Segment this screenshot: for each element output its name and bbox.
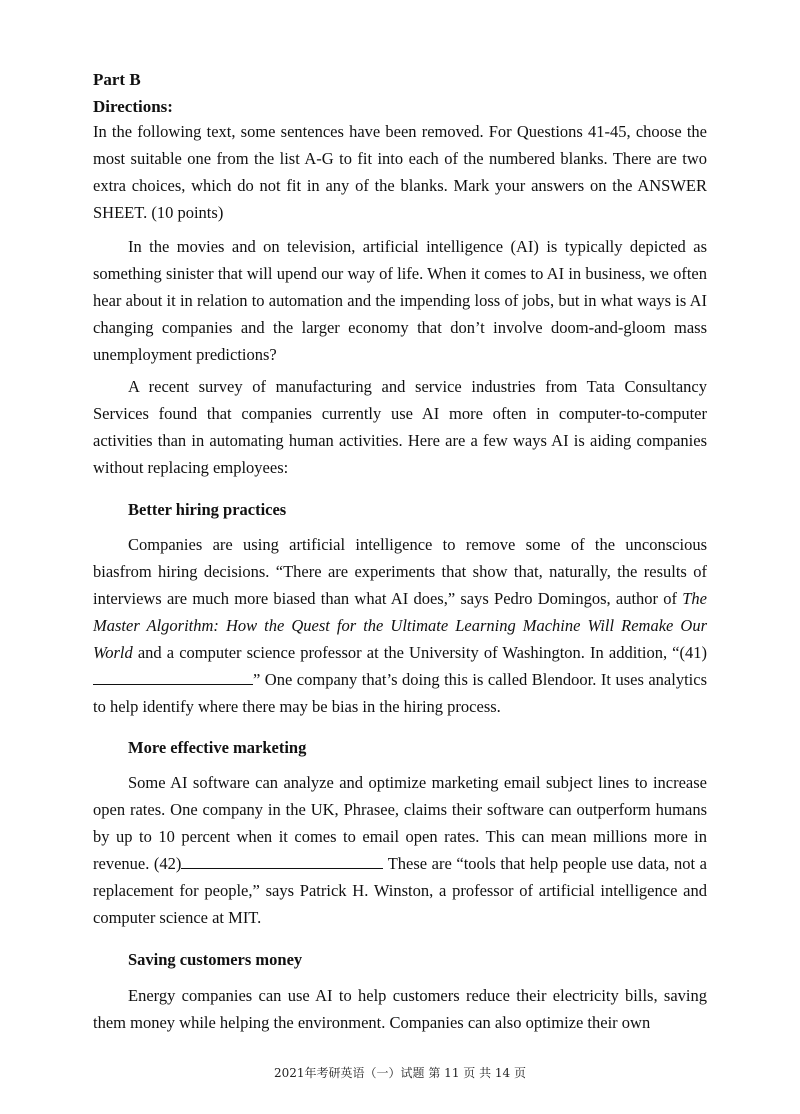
directions-text: In the following text, some sentences have been removed. For Questions 41-45, choose the most suitable one from the list A-G to fit into each of the numbered blanks. There are two extra choices, which do not fit in any of the blanks. Mark your answers on the ANSWER SHEET. (10 points) [93, 122, 707, 222]
section-paragraph-hiring [93, 531, 707, 720]
page-footer: 2021年考研英语（一）试题 第 11 页 共 14 页 [274, 1066, 526, 1080]
hiring-text-a: Companies are using artificial intelligence to remove some of the unconscious biasfrom hiring decisions. “There are experiments that show that, naturally, the results of interviews are much more biased than what AI does,” says Pedro Domingos, author of [93, 535, 707, 608]
marketing-text-a: Some AI software can analyze and optimize marketing email subject lines to increase open rates. One company in the UK, Phrasee, claims their software can outperform humans by up to 10 percent when it comes to email open rates. This can mean millions more in revenue. [93, 773, 707, 873]
section-paragraph-saving: Energy companies can use AI to help customers reduce their electricity bills, saving them money while helping the environment. Companies can also optimize their own [93, 986, 707, 1032]
hiring-text-c: ” One company that’s doing this is called Blendoor. It uses analytics to help identify where there may be bias in the hiring process. [93, 670, 707, 716]
section-heading-hiring: Better hiring practices [128, 500, 287, 519]
section-heading-saving: Saving customers money [128, 950, 303, 969]
blank-42 [181, 851, 383, 869]
directions-title: Directions: [93, 97, 173, 116]
section-paragraph-marketing [93, 769, 707, 931]
hiring-text-b: and a computer science professor at the University of Washington. In addition, [132, 643, 673, 662]
blank-41-label: “(41) [672, 643, 707, 662]
intro-paragraph-1: In the movies and on television, artificial intelligence (AI) is typically depicted as something sinister that will upend our way of life. When it comes to AI in business, we often hear about it in relation to automation and the impending loss of jobs, but in what ways is AI changing companies and the larger economy that don’t involve doom-and-gloom mass unemployment predictions? [93, 237, 707, 364]
book-title: The Master Algorithm: How the Quest for the Ultimate Learning Machine Will Remake Our World [93, 589, 707, 662]
section-heading-marketing: More effective marketing [128, 738, 307, 757]
blank-41 [93, 667, 253, 685]
part-title: Part B [93, 70, 141, 89]
blank-42-label: (42) [153, 854, 182, 873]
intro-paragraph-2: A recent survey of manufacturing and service industries from Tata Consultancy Services found that companies currently use AI more often in computer-to-computer activities than in automating human activities. Here are a few ways AI is aiding companies without replacing employees: [93, 377, 707, 477]
marketing-text-b: These are “tools that help people use data, not a replacement for people,” says Patrick H. Winston, a professor of artificial intelligence and computer science at MIT. [93, 854, 707, 927]
